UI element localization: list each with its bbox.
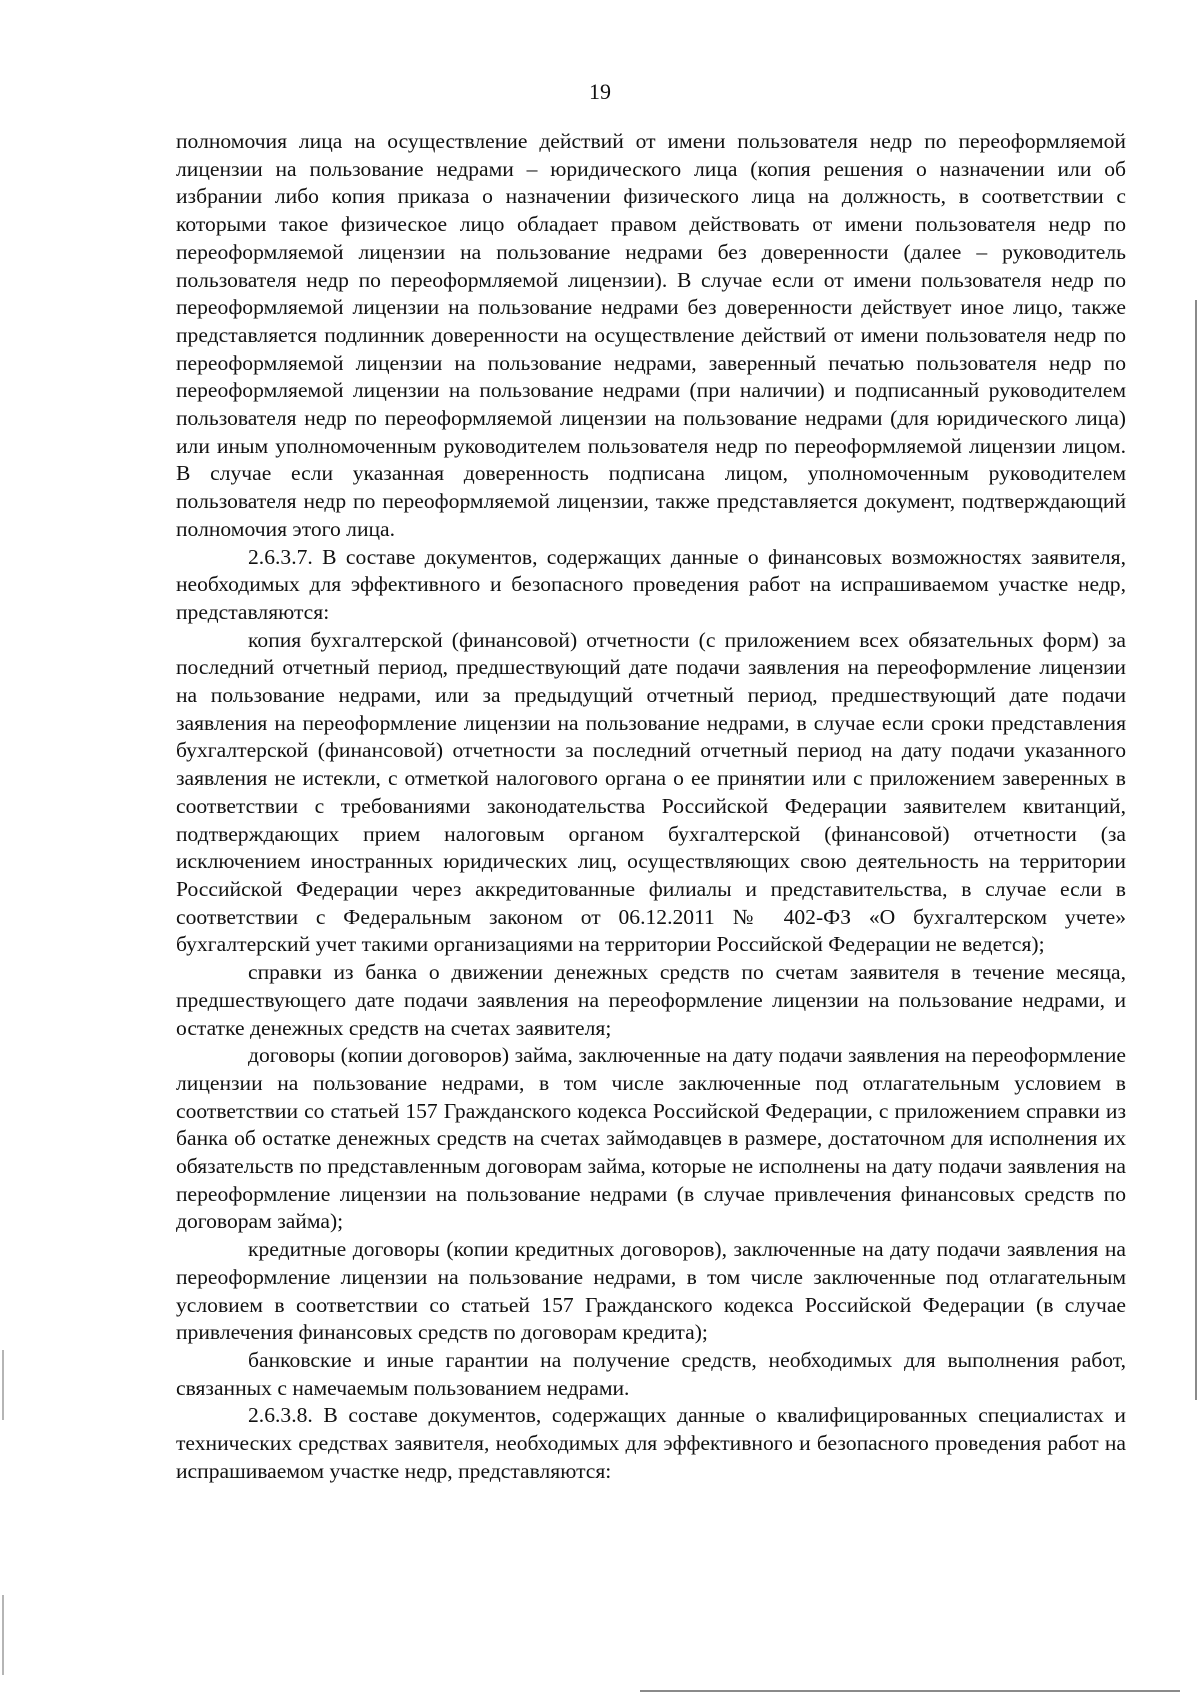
paragraph-bank-statements: справки из банка о движении денежных средств по счетам заявителя в течение месяца, предшествующего дате подачи заявления на переоформление лицензии на пользование недрами, и остатке денежных средств на счетах заявителя; (176, 960, 1126, 1040)
document-body (176, 128, 1126, 1485)
scan-edge-right (1195, 300, 1197, 1400)
paragraph-2-6-3-7: 2.6.3.7. В составе документов, содержащих данные о финансовых возможностях заявителя, необходимых для эффективного и безопасного проведения работ на испрашиваемом участке недр, представляются: (176, 544, 1126, 624)
paragraph-powers-of-person: полномочия лица на осуществление действий от имени пользователя недр по переоформляемой лицензии на пользование недрами – юридического лица (копия решения о назначении или об избрании либо копия приказа о назначении физического лица на должность, в соответствии с которыми такое физическое лицо обладает правом действовать от имени пользователя недр по переоформляемой лицензии на пользование недрами без доверенности (далее – руководитель пользователя недр по переоформляемой лицензии). В случае если от имени пользователя недр по переоформляемой лицензии на пользование недрами без доверенности действует иное лицо, также представляется подлинник доверенности на осуществление действий от имени пользователя недр по переоформляемой лицензии на пользование недрами, заверенный печатью пользователя недр по переоформляемой лицензии на пользование недрами (при наличии) и подписанный руководителем пользователя недр по переоформляемой лицензии на пользование недрами (для юридического лица) или иным уполномоченным руководителем пользователя недр по переоформляемой лицензии лицом. В случае если указанная доверенность подписана лицом, уполномоченным руководителем пользователя недр по переоформляемой лицензии, также представляется документ, подтверждающий полномочия этого лица. (176, 129, 1126, 541)
scan-edge-bottom (640, 1690, 1180, 1692)
paragraph-loan-agreements: договоры (копии договоров) займа, заключенные на дату подачи заявления на переоформление лицензии на пользование недрами, в том числе заключенные под отлагательным условием в соответствии со статьей 157 Гражданского кодекса Российской Федерации, с приложением справки из банка об остатке денежных средств на счетах займодавцев в размере, достаточном для исполнения их обязательств по представленным договорам займа, которые не исполнены на дату подачи заявления на переоформление лицензии на пользование недрами (в случае привлечения финансовых средств по договорам займа); (176, 1043, 1126, 1234)
scan-edge-left-mark (2, 1350, 4, 1420)
paragraph-accounting-statements: копия бухгалтерской (финансовой) отчетности (с приложением всех обязательных форм) за последний отчетный период, предшествующий дате подачи заявления на переоформление лицензии на пользование недрами, или за предыдущий отчетный период, предшествующий дате подачи заявления на переоформление лицензии на пользование недрами, в случае если сроки представления бухгалтерской (финансовой) отчетности за последний отчетный период на дату подачи указанного заявления не истекли, с отметкой налогового органа о ее принятии или с приложением заверенных в соответствии с требованиями законодательства Российской Федерации заявителем квитанций, подтверждающих прием налоговым органом бухгалтерской (финансовой) отчетности (за исключением иностранных юридических лиц, осуществляющих свою деятельность на территории Российской Федерации через аккредитованные филиалы и представительства, в случае если в соответствии с Федеральным законом от 06.12.2011 № 402-ФЗ «О бухгалтерском учете» бухгалтерский учет такими организациями на территории Российской Федерации не ведется); (176, 627, 1126, 957)
paragraph-bank-guarantees: банковские и иные гарантии на получение средств, необходимых для выполнения работ, связанных с намечаемым пользованием недрами. (176, 1347, 1126, 1400)
paragraph-credit-agreements: кредитные договоры (копии кредитных договоров), заключенные на дату подачи заявления на переоформление лицензии на пользование недрами, в том числе заключенные под отлагательным условием в соответствии со статьей 157 Гражданского кодекса Российской Федерации (в случае привлечения финансовых средств по договорам кредита); (176, 1237, 1126, 1345)
paragraph-2-6-3-8: 2.6.3.8. В составе документов, содержащих данные о квалифицированных специалистах и технических средствах заявителя, необходимых для эффективного и безопасного проведения работ на испрашиваемом участке недр, представляются: (176, 1403, 1126, 1483)
page-number: 19 (589, 79, 611, 104)
scan-edge-left-mark-lower (2, 1595, 4, 1675)
